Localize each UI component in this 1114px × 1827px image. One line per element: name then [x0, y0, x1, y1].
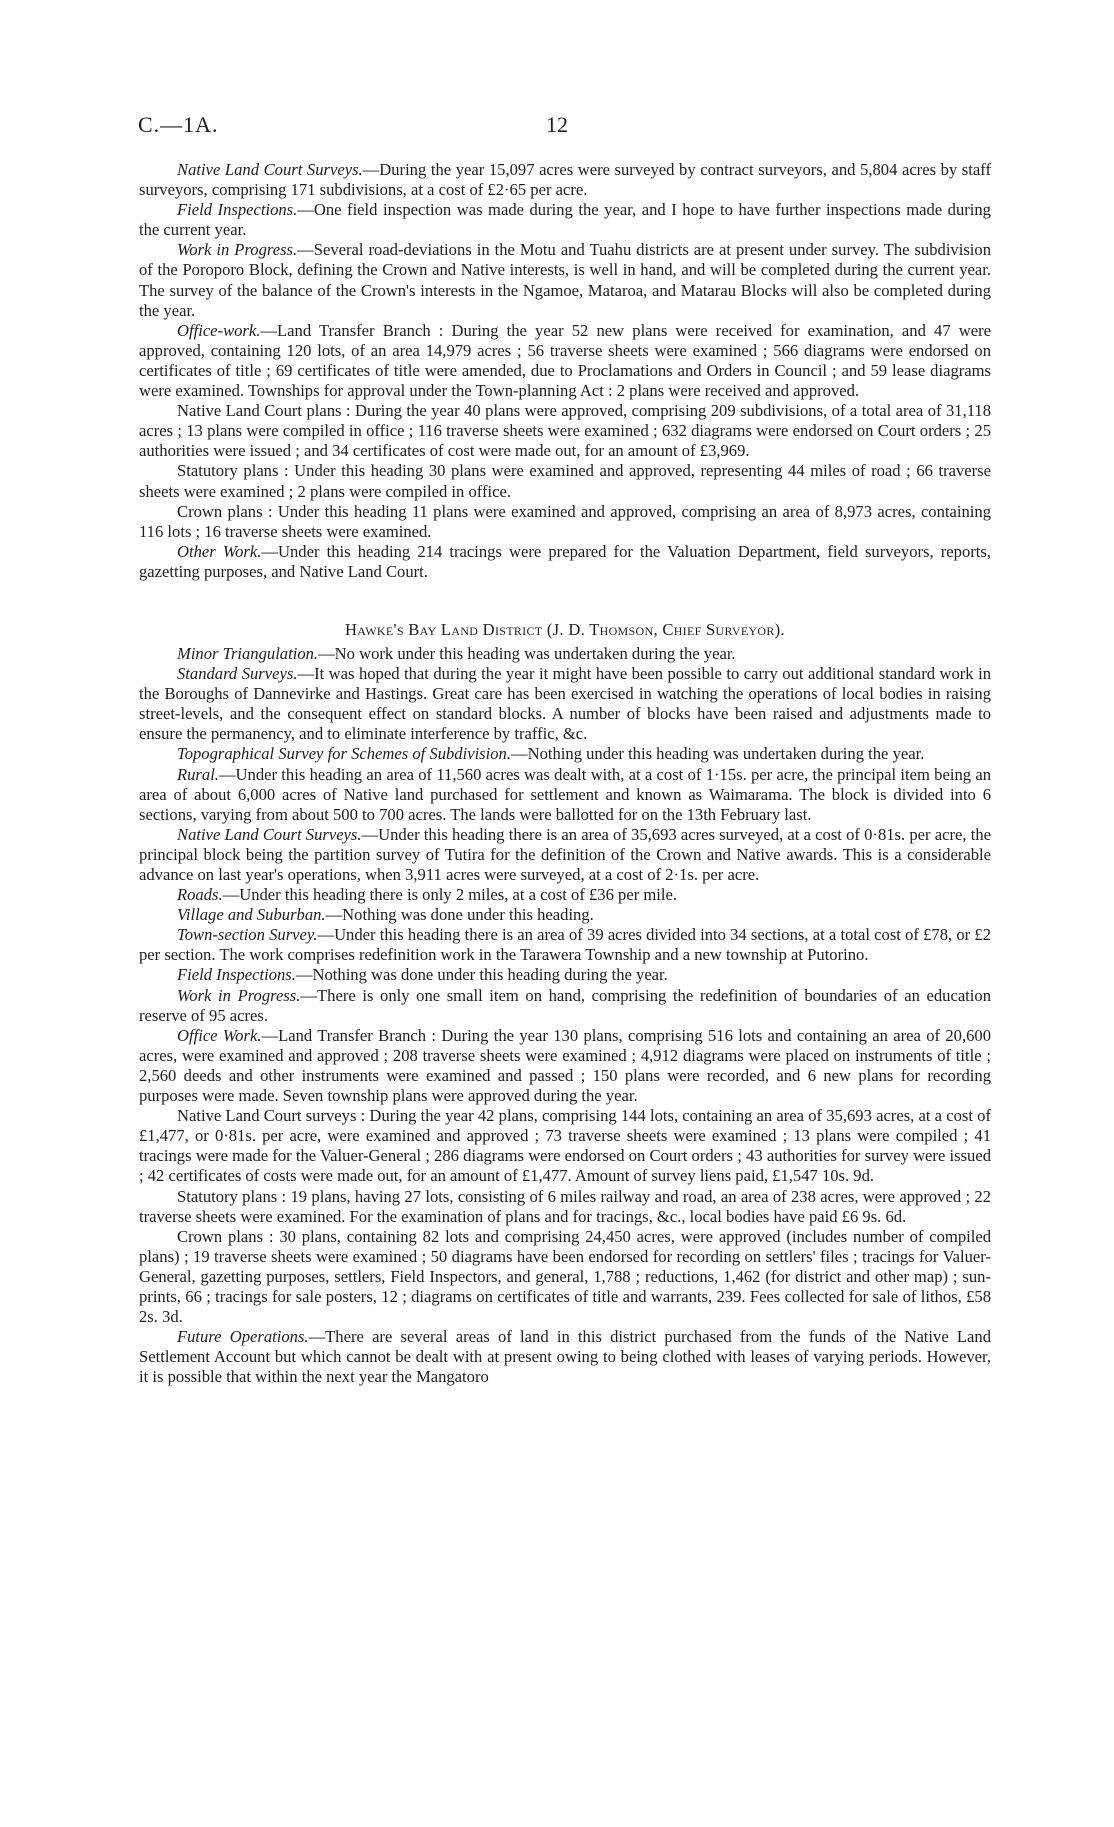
paragraph-text: —Land Transfer Branch : During the year 130 plans, comprising 516 lots and containing an area of 20,600 acres, were examined and approved ; 208 traverse sheets were examined ; 4,912 diagrams were placed on instruments of title ; 2,560 deeds and other instruments were examined and passed ; 150 plans were recorded, and 6 new plans for recording purposes were made. Seven township plans were approved during the year. [139, 1025, 992, 1106]
paragraph [139, 1106, 991, 1186]
paragraph-text: —Under this heading there is an area of 35,693 acres surveyed, at a cost of 0·81s. per acre, the principal block being the partition survey of Tutira for the definition of the Crown and Native awards. This is a considerable advance on last year's operations, when 3,911 acres were surveyed, at a cost of 2·1s. per acre. [139, 824, 991, 884]
section-hawkes-bay [139, 644, 991, 1387]
paragraph [139, 1327, 991, 1387]
paragraph-heading: Office Work. [177, 1025, 262, 1045]
paragraph [139, 1026, 991, 1106]
page-header [138, 112, 976, 142]
paragraph-heading: Field Inspections. [177, 965, 296, 985]
district-heading: Hawke's Bay Land District (J. D. Thomson, Chief Surveyor). [345, 619, 785, 639]
paragraph-text: —Several road-deviations in the Motu and Tuahu districts are at present under survey. The subdivision of the Poroporo Block, defining the Crown and Native interests, is well in hand, and will be completed during the current year. The survey of the balance of the Crown's interests in the Ngamoe, Mataroa, and Matarau Blocks will also be completed during the year. [139, 240, 992, 320]
paragraph [139, 160, 991, 200]
paragraph-heading: Village and Suburban. [177, 905, 326, 925]
paragraph [139, 664, 991, 744]
paragraph [139, 925, 991, 965]
paragraph-text: —One field inspection was made during the year, and I hope to have further inspections made during the current year. [139, 200, 991, 240]
paragraph-text: —There is only one small item on hand, comprising the redefinition of boundaries of an education reserve of 95 acres. [139, 985, 991, 1025]
paragraph-text: —Nothing under this heading was undertaken during the year. [511, 744, 925, 764]
paragraph-heading: Other Work. [177, 541, 262, 561]
paragraph-text: —During the year 15,097 acres were surveyed by contract surveyors, and 5,804 acres by staff surveyors, comprising 171 subdivisions, at a cost of £2·65 per acre. [139, 160, 991, 200]
paragraph [139, 461, 991, 501]
paragraph-heading: Topographical Survey for Schemes of Subdivision. [177, 744, 511, 764]
paragraph-heading: Work in Progress. [177, 240, 298, 260]
paragraph [139, 321, 991, 401]
paragraph-text: Native Land Court surveys : During the year 42 plans, comprising 144 lots, containing an area of 35,693 acres, at a cost of £1,477, or 0·81s. per acre, were examined and approved ; 73 traverse sheets were examined ; 13 plans were compiled ; 41 tracings were made for the Valuer-General ; 286 diagrams were endorsed on Court orders ; 43 authorities for survey were issued ; 42 certificates of costs were made out, for an amount of £1,477. Amount of survey liens paid, £1,547 10s. 9d. [139, 1106, 991, 1186]
paragraph-heading: Work in Progress. [177, 985, 301, 1005]
paragraph-text: —There are several areas of land in this district purchased from the funds of the Native Land Settlement Account but which cannot be dealt with at present owing to being clothed with leases of varying periods. However, it is possible that within the next year the Mangatoro [139, 1327, 991, 1387]
paragraph [139, 765, 991, 825]
document-id: C.—1A. [138, 112, 219, 137]
paragraph [139, 401, 991, 461]
paragraph-heading: Rural. [177, 764, 219, 784]
section-poverty-bay-continued [139, 160, 991, 582]
paragraph-text: —Nothing was done under this heading. [325, 905, 594, 925]
paragraph [139, 502, 991, 542]
paragraph [139, 542, 991, 582]
paragraph-text: —No work under this heading was undertaken during the year. [318, 643, 736, 663]
paragraph-text: —Under this heading 214 tracings were prepared for the Valuation Department, field surveyors, reports, gazetting purposes, and Native Land Court. [139, 541, 991, 581]
paragraph-heading: Office-work. [177, 320, 261, 340]
paragraph-text: Crown plans : 30 plans, containing 82 lots and comprising 24,450 acres, were approved (includes number of compiled plans) ; 19 traverse sheets were examined ; 50 diagrams have been endorsed for recording on settlers' files ; tracings for Valuer-General, gazetting purposes, settlers, Field Inspectors, and general, 1,788 ; reductions, 1,462 (for district and other map) ; sun-prints, 66 ; tracings for sale posters, 12 ; diagrams on certificates of title and warrants, 239. Fees collected for sale of lithos, £58 2s. 3d. [139, 1226, 991, 1327]
paragraph-heading: Minor Triangulation. [177, 643, 319, 663]
paragraph [139, 644, 991, 664]
paragraph [139, 825, 991, 885]
paragraph [139, 240, 991, 320]
page-body [139, 160, 991, 1387]
paragraph-heading: Future Operations. [177, 1327, 309, 1347]
paragraph [139, 905, 991, 925]
paragraph-text: Statutory plans : Under this heading 30 plans were examined and approved, representing 44 miles of road ; 66 traverse sheets were examined ; 2 plans were compiled in office. [139, 461, 991, 501]
paragraph-text: Native Land Court plans : During the year 40 plans were approved, comprising 209 subdivisions, of a total area of 31,118 acres ; 13 plans were compiled in office ; 116 traverse sheets were examined ; 632 diagrams were endorsed on Court orders ; 25 authorities were issued ; and 34 certificates of cost were made out, for an amount of £3,969. [139, 401, 991, 461]
paragraph-text: —Nothing was done under this heading during the year. [295, 965, 668, 985]
paragraph-text: Statutory plans : 19 plans, having 27 lots, consisting of 6 miles railway and road, an area of 238 acres, were approved ; 22 traverse sheets were examined. For the examination of plans and for tracings, &c., local bodies have paid £6 9s. 6d. [139, 1186, 991, 1226]
paragraph-heading: Native Land Court Surveys. [177, 824, 362, 844]
paragraph-text: Crown plans : Under this heading 11 plans were examined and approved, comprising an area of 8,973 acres, containing 116 lots ; 16 traverse sheets were examined. [139, 501, 991, 541]
paragraph-heading: Standard Surveys. [177, 664, 298, 684]
paragraph [139, 965, 991, 985]
paragraph-heading: Roads. [177, 885, 223, 905]
paragraph-text: —Under this heading there is only 2 miles, at a cost of £36 per mile. [222, 885, 678, 905]
paragraph-text: —Under this heading an area of 11,560 acres was dealt with, at a cost of 1·15s. per acre, the principal item being an area of about 6,000 acres of Native land purchased for settlement and known as Waimarama. The block is divided into 6 sections, varying from about 500 to 700 acres. The lands were ballotted for on the 13th February last. [139, 764, 991, 824]
page-number: 12 [546, 112, 568, 137]
paragraph [139, 744, 991, 764]
paragraph-text: —Under this heading there is an area of 39 acres divided into 34 sections, at a total cost of £78, or £2 per section. The work comprises redefinition work in the Tarawera Township and a new township at Putorino. [139, 925, 991, 965]
paragraph [139, 1187, 991, 1227]
paragraph [139, 986, 991, 1026]
paragraph-heading: Town-section Survey. [177, 925, 318, 945]
paragraph-heading: Native Land Court Surveys. [177, 160, 363, 179]
paragraph-text: —It was hoped that during the year it might have been possible to carry out additional standard work in the Boroughs of Dannevirke and Hastings. Great care has been exercised in watching the operations of local bodies in raising street-levels, and the consequent effect on standard blocks. A number of blocks have been raised and adjustments made to ensure the permanency, and to eliminate interference by traffic, &c. [139, 664, 991, 744]
paragraph [139, 1227, 991, 1327]
paragraph-text: —Land Transfer Branch : During the year 52 new plans were received for examination, and 47 were approved, containing 120 lots, of an area 14,979 acres ; 56 traverse sheets were examined ; 566 diagrams were endorsed on certificates of title ; 69 certificates of title were amended, due to Proclamations and Orders in Council ; and 59 lease diagrams were examined. Townships for approval under the Town-planning Act : 2 plans were received and approved. [139, 320, 991, 401]
paragraph-heading: Field Inspections. [177, 200, 298, 220]
paragraph [139, 200, 991, 240]
paragraph [139, 885, 991, 905]
